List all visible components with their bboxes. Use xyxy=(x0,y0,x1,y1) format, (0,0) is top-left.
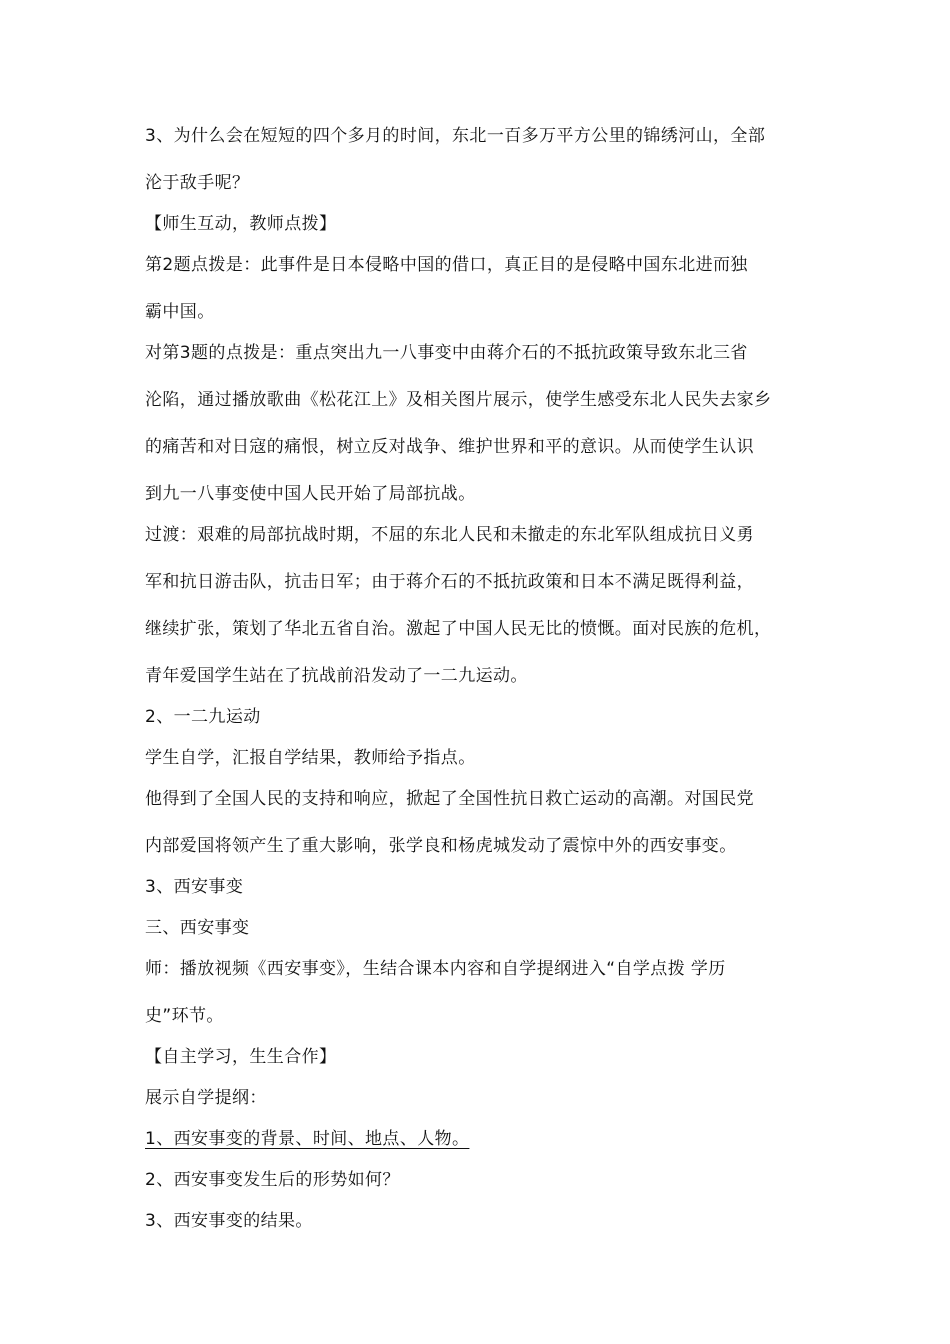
hint-q3-line-4: 到九一八事变使中国人民开始了局部抗战。 xyxy=(145,484,476,504)
outline-item-3: 3、西安事变的结果。 xyxy=(145,1211,313,1231)
outline-item-1-text: 1、西安事变的背景、时间、地点、人物。 xyxy=(145,1129,470,1149)
outline-intro: 展示自学提纲： xyxy=(145,1088,267,1108)
transition-line-1: 过渡：艰难的局部抗战时期，不屈的东北人民和未撤走的东北军队组成抗日义勇 xyxy=(145,525,754,545)
section-heading-interaction: 【师生互动，教师点拨】 xyxy=(145,214,337,234)
section-heading-xian-incident: 三、西安事变 xyxy=(145,918,250,938)
video-line-1: 师：播放视频《西安事变》，生结合课本内容和自学提纲进入“自学点拨 学历 xyxy=(145,959,726,979)
hint-q2-line-1: 第2题点拨是：此事件是日本侵略中国的借口，真正目的是侵略中国东北进而独 xyxy=(145,255,748,275)
hint-q3-line-3: 的痛苦和对日寇的痛恨，树立反对战争、维护世界和平的意识。从而使学生认识 xyxy=(145,437,754,457)
transition-line-3: 继续扩张，策划了华北五省自治。激起了中国人民无比的愤慨。面对民族的危机， xyxy=(145,619,772,639)
self-study-line: 学生自学，汇报自学结果，教师给予指点。 xyxy=(145,748,476,768)
document-body xyxy=(145,121,810,1247)
video-line-2: 史”环节。 xyxy=(145,1006,224,1026)
impact-line-2: 内部爱国将领产生了重大影响，张学良和杨虎城发动了震惊中外的西安事变。 xyxy=(145,836,737,856)
question-3-line-2: 沦于敌手呢？ xyxy=(145,173,250,193)
hint-q2-line-2: 霸中国。 xyxy=(145,302,215,322)
hint-q3-line-2: 沦陷，通过播放歌曲《松花江上》及相关图片展示，使学生感受东北人民失去家乡 xyxy=(145,390,772,410)
question-3-line-1: 3、为什么会在短短的四个多月的时间，东北一百多万平方公里的锦绣河山，全部 xyxy=(145,126,766,146)
subheading-129-movement: 2、一二九运动 xyxy=(145,707,261,727)
hint-q3-line-1: 对第3题的点拨是：重点突出九一八事变中由蒋介石的不抵抗政策导致东北三省 xyxy=(145,343,748,363)
subheading-xian-incident: 3、西安事变 xyxy=(145,877,244,897)
outline-item-2: 2、西安事变发生后的形势如何？ xyxy=(145,1170,400,1190)
transition-line-2: 军和抗日游击队，抗击日军；由于蒋介石的不抵抗政策和日本不满足既得利益， xyxy=(145,572,754,592)
section-heading-self-study: 【自主学习，生生合作】 xyxy=(145,1047,337,1067)
outline-item-1 xyxy=(145,1124,810,1165)
impact-line-1: 他得到了全国人民的支持和响应，掀起了全国性抗日救亡运动的高潮。对国民党 xyxy=(145,789,754,809)
transition-line-4: 青年爱国学生站在了抗战前沿发动了一二九运动。 xyxy=(145,666,528,686)
